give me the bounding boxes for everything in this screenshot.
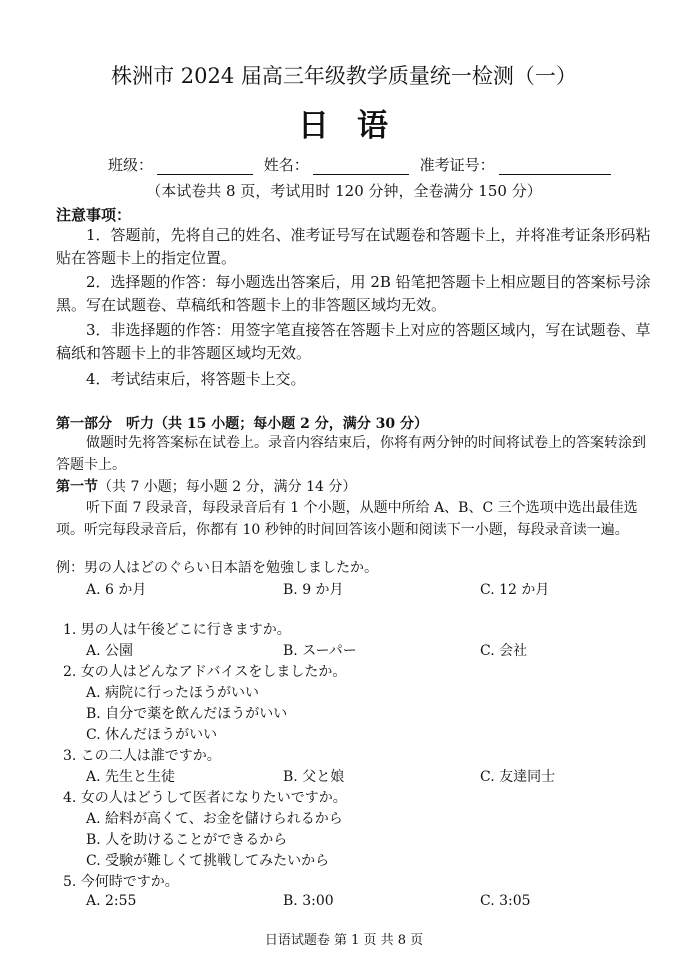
- notice-item-4: 4．考试结束后，将答题卡上交。: [86, 370, 306, 388]
- notice-heading: 注意事项：: [56, 206, 132, 224]
- question-2-option-b: B. 自分で薬を飲んだほうがいい: [86, 706, 288, 722]
- part1-heading: 第一部分 听力（共 15 小题；每小题 2 分，满分 30 分）: [56, 416, 428, 432]
- part1-instruction: 做题时先将答案标在试卷上。录音内容结束后，你将有两分钟的时间将试卷上的答案转涂到答题卡上。: [56, 435, 646, 473]
- question-5-option-a: A. 2:55: [86, 893, 137, 909]
- section1-note: （共 7 小题；每小题 2 分，满分 14 分）: [98, 479, 357, 495]
- exam-number-label: 准考证号：: [419, 156, 495, 174]
- question-2-stem: 2. 女の人はどんなアドバイスをしましたか。: [63, 664, 347, 680]
- notice-item-1: 1．答题前，先将自己的姓名、准考证号写在试题卷和答题卡上，并将准考证条形码粘贴在答题卡上的指定位置。: [56, 226, 651, 267]
- question-3-option-b: B. 父と娘: [283, 769, 345, 785]
- question-1-option-b: B. スーパー: [283, 643, 357, 659]
- question-3-option-c: C. 友達同士: [480, 769, 556, 785]
- question-5-option-b: B. 3:00: [283, 893, 334, 909]
- example-option-b: B. 9 か月: [283, 582, 344, 598]
- question-3-stem: 3. この二人は誰ですか。: [63, 748, 221, 764]
- question-5-stem: 5. 今何時ですか。: [63, 874, 179, 890]
- question-2-option-c: C. 休んだほうがいい: [86, 727, 218, 743]
- exam-title: 株洲市 2024 届高三年级教学质量统一检测（一）: [111, 64, 577, 88]
- name-blank: [313, 157, 409, 175]
- example-option-a: A. 6 か月: [86, 582, 147, 598]
- subject-title: [0, 100, 688, 145]
- notice-item-2: 2．选择题的作答：每小题选出答案后，用 2B 铅笔把答题卡上相应题目的答案标号涂黑。写在试题卷、草稿纸和答题卡上的非答题区域均无效。: [56, 273, 651, 314]
- exam-note: （本试卷共 8 页，考试用时 120 分钟，全卷满分 150 分）: [146, 182, 542, 200]
- exam-number-blank: [499, 157, 611, 175]
- subject-char-1: 日: [298, 108, 331, 144]
- question-4-option-b: B. 人を助けることができるから: [86, 832, 288, 848]
- student-info-fields: [108, 154, 617, 175]
- section1-heading: 第一节: [56, 479, 98, 495]
- class-blank: [157, 157, 253, 175]
- example-question: 例：男の人はどのぐらい日本語を勉強しましたか。: [56, 560, 378, 576]
- notice-item-3: 3．非选择题的作答：用签字笔直接答在答题卡上对应的答题区域内，写在试题卷、草稿纸和答题卡上的非答题区域均无效。: [56, 321, 651, 362]
- section1-header: [56, 476, 356, 496]
- question-5-option-c: C. 3:05: [480, 893, 531, 909]
- class-label: 班级：: [108, 156, 154, 174]
- question-2-option-a: A. 病院に行ったほうがいい: [86, 685, 260, 701]
- example-option-c: C. 12 か月: [480, 582, 550, 598]
- page-footer: 日语试题卷 第 1 页 共 8 页: [264, 933, 424, 948]
- section1-instruction: 听下面 7 段录音，每段录音后有 1 个小题，从题中所给 A、B、C 三个选项中选出最佳选项。听完每段录音后，你都有 10 秒钟的时间回答该小题和阅读下一小题，每段录音读一遍。: [56, 500, 638, 538]
- question-4-option-a: A. 給料が高くて、お金を儲けられるから: [86, 811, 343, 827]
- question-4-stem: 4. 女の人はどうして医者になりたいですか。: [63, 790, 347, 806]
- question-4-option-c: C. 受験が難しくて挑戦してみたいから: [86, 853, 330, 869]
- name-label: 姓名：: [263, 156, 309, 174]
- question-1-option-c: C. 会社: [480, 643, 528, 659]
- question-1-option-a: A. 公園: [86, 643, 134, 659]
- question-1-stem: 1. 男の人は午後どこに行きますか。: [63, 622, 291, 638]
- question-3-option-a: A. 先生と生徒: [86, 769, 176, 785]
- subject-char-2: 语: [357, 108, 390, 144]
